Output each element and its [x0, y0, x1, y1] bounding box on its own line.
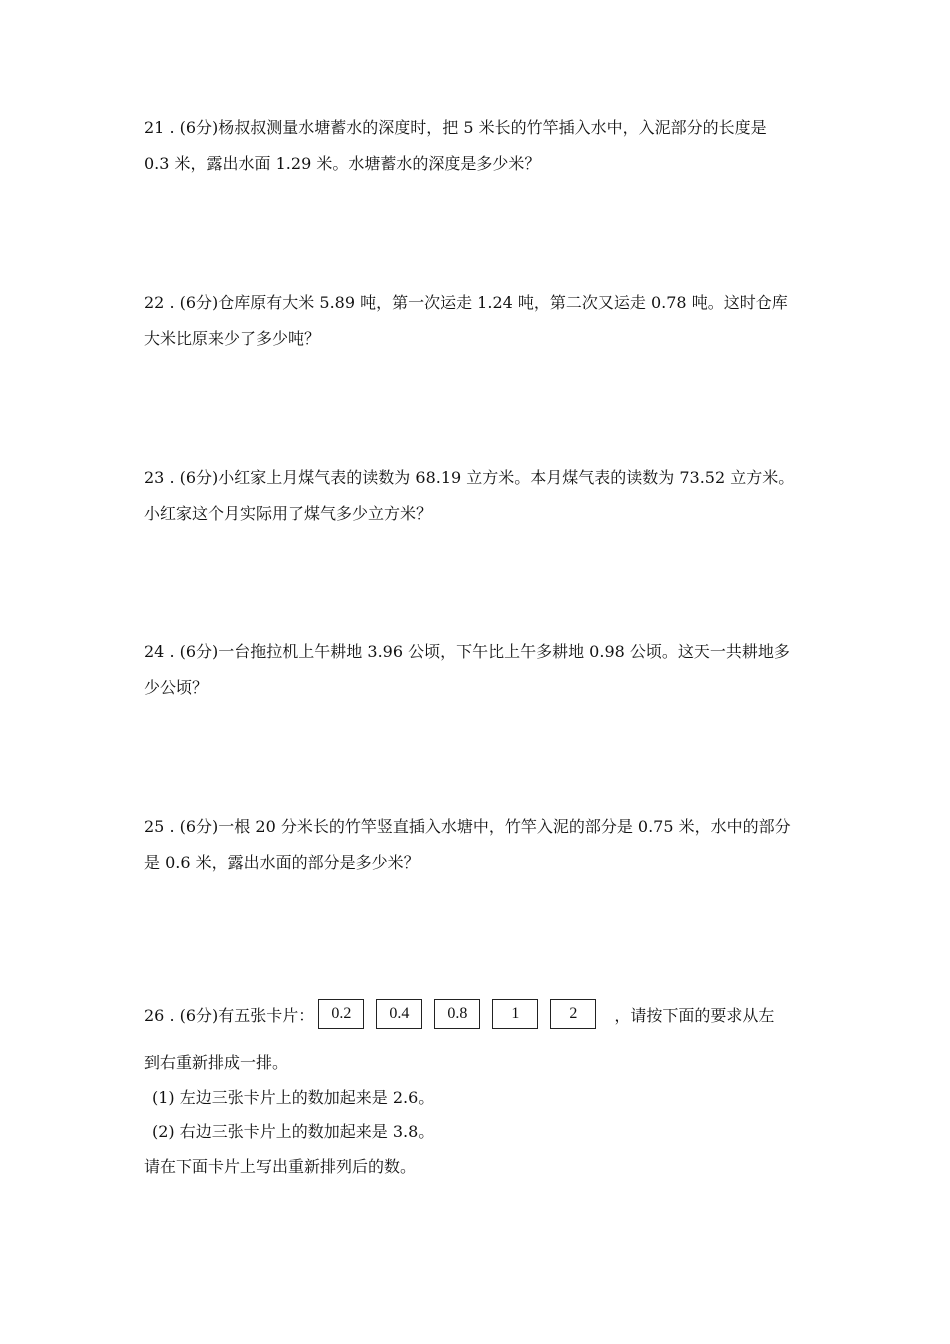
question-score: (6分) [179, 817, 219, 836]
question-21: 21 . (6分)杨叔叔测量水塘蓄水的深度时，把 5 米长的竹竿插入水中，入泥部分的长度是 0.3 米，露出水面 1.29 米。水塘蓄水的深度是多少米？ [144, 110, 814, 182]
question-number: 23 [144, 468, 165, 487]
question-25: 25 . (6分)一根 20 分米长的竹竿竖直插入水塘中，竹竿入泥的部分是 0.75 米，水中的部分 是 0.6 米，露出水面的部分是多少米？ [144, 809, 814, 881]
question-text-line-1: 一台拖拉机上午耕地 3.96 公顷，下午比上午多耕地 0.98 公顷。这天一共耕地多 [218, 642, 790, 661]
question-score: (6分) [179, 293, 219, 312]
question-24: 24 . (6分)一台拖拉机上午耕地 3.96 公顷，下午比上午多耕地 0.98 公顷。这天一共耕地多 少公顷？ [144, 634, 814, 706]
question-text-line-1: 仓库原有大米 5.89 吨，第一次运走 1.24 吨，第二次又运走 0.78 吨。这时仓库 [218, 293, 788, 312]
question-text-after-cards: ，请按下面的要求从左 [614, 1006, 775, 1025]
question-22: 22 . (6分)仓库原有大米 5.89 吨，第一次运走 1.24 吨，第二次又运走 0.78 吨。这时仓库 大米比原来少了多少吨？ [144, 285, 814, 357]
question-26: 26 . (6分)有五张卡片： 0.2 0.4 0.8 1 2 ，请按下面的要求从左 到右重新排成一排。 (1) 左边三张卡片上的数加起来是 2.6。 (2) 右边三张卡片上的数加起来是 3.8。 请在下面卡片上写出重新排列后的数。 [144, 996, 814, 1185]
question-score: (6分) [179, 118, 219, 137]
question-text-line-1: 小红家上月煤气表的读数为 68.19 立方米。本月煤气表的读数为 73.52 立方米。 [218, 468, 795, 487]
number-card: 0.2 [318, 999, 364, 1029]
number-card: 1 [492, 999, 538, 1029]
question-text-line-2: 是 0.6 米，露出水面的部分是多少米？ [144, 853, 420, 872]
question-instruction: 请在下面卡片上写出重新排列后的数。 [144, 1156, 417, 1176]
question-number: 21 [144, 118, 165, 137]
number-card: 0.8 [434, 999, 480, 1029]
question-score: (6分) [179, 468, 219, 487]
question-text-line-2: 0.3 米，露出水面 1.29 米。水塘蓄水的深度是多少米？ [144, 154, 541, 173]
question-score: (6分) [179, 1006, 219, 1025]
sub-question-2: (2) 右边三张卡片上的数加起来是 3.8。 [152, 1121, 435, 1141]
number-card: 0.4 [376, 999, 422, 1029]
number-card: 2 [550, 999, 596, 1029]
question-23: 23 . (6分)小红家上月煤气表的读数为 68.19 立方米。本月煤气表的读数为 73.52 立方米。 小红家这个月实际用了煤气多少立方米？ [144, 460, 814, 532]
question-number: 24 [144, 642, 165, 661]
question-number: 22 [144, 293, 165, 312]
sub-question-1: (1) 左边三张卡片上的数加起来是 2.6。 [152, 1087, 435, 1107]
question-text-line-1: 杨叔叔测量水塘蓄水的深度时，把 5 米长的竹竿插入水中，入泥部分的长度是 [218, 118, 767, 137]
number-cards [318, 997, 608, 1037]
question-score: (6分) [179, 642, 219, 661]
question-text-line-2: 少公顷？ [144, 678, 209, 697]
question-text-line-2: 大米比原来少了多少吨？ [144, 329, 321, 348]
question-intro: 有五张卡片： [218, 1006, 315, 1025]
question-text-line-1: 一根 20 分米长的竹竿竖直插入水塘中，竹竿入泥的部分是 0.75 米，水中的部分 [218, 817, 791, 836]
question-number: 26 [144, 1006, 165, 1025]
question-text-line-2: 到右重新排成一排。 [144, 1052, 289, 1072]
question-number: 25 [144, 817, 165, 836]
question-text-line-2: 小红家这个月实际用了煤气多少立方米？ [144, 504, 433, 523]
